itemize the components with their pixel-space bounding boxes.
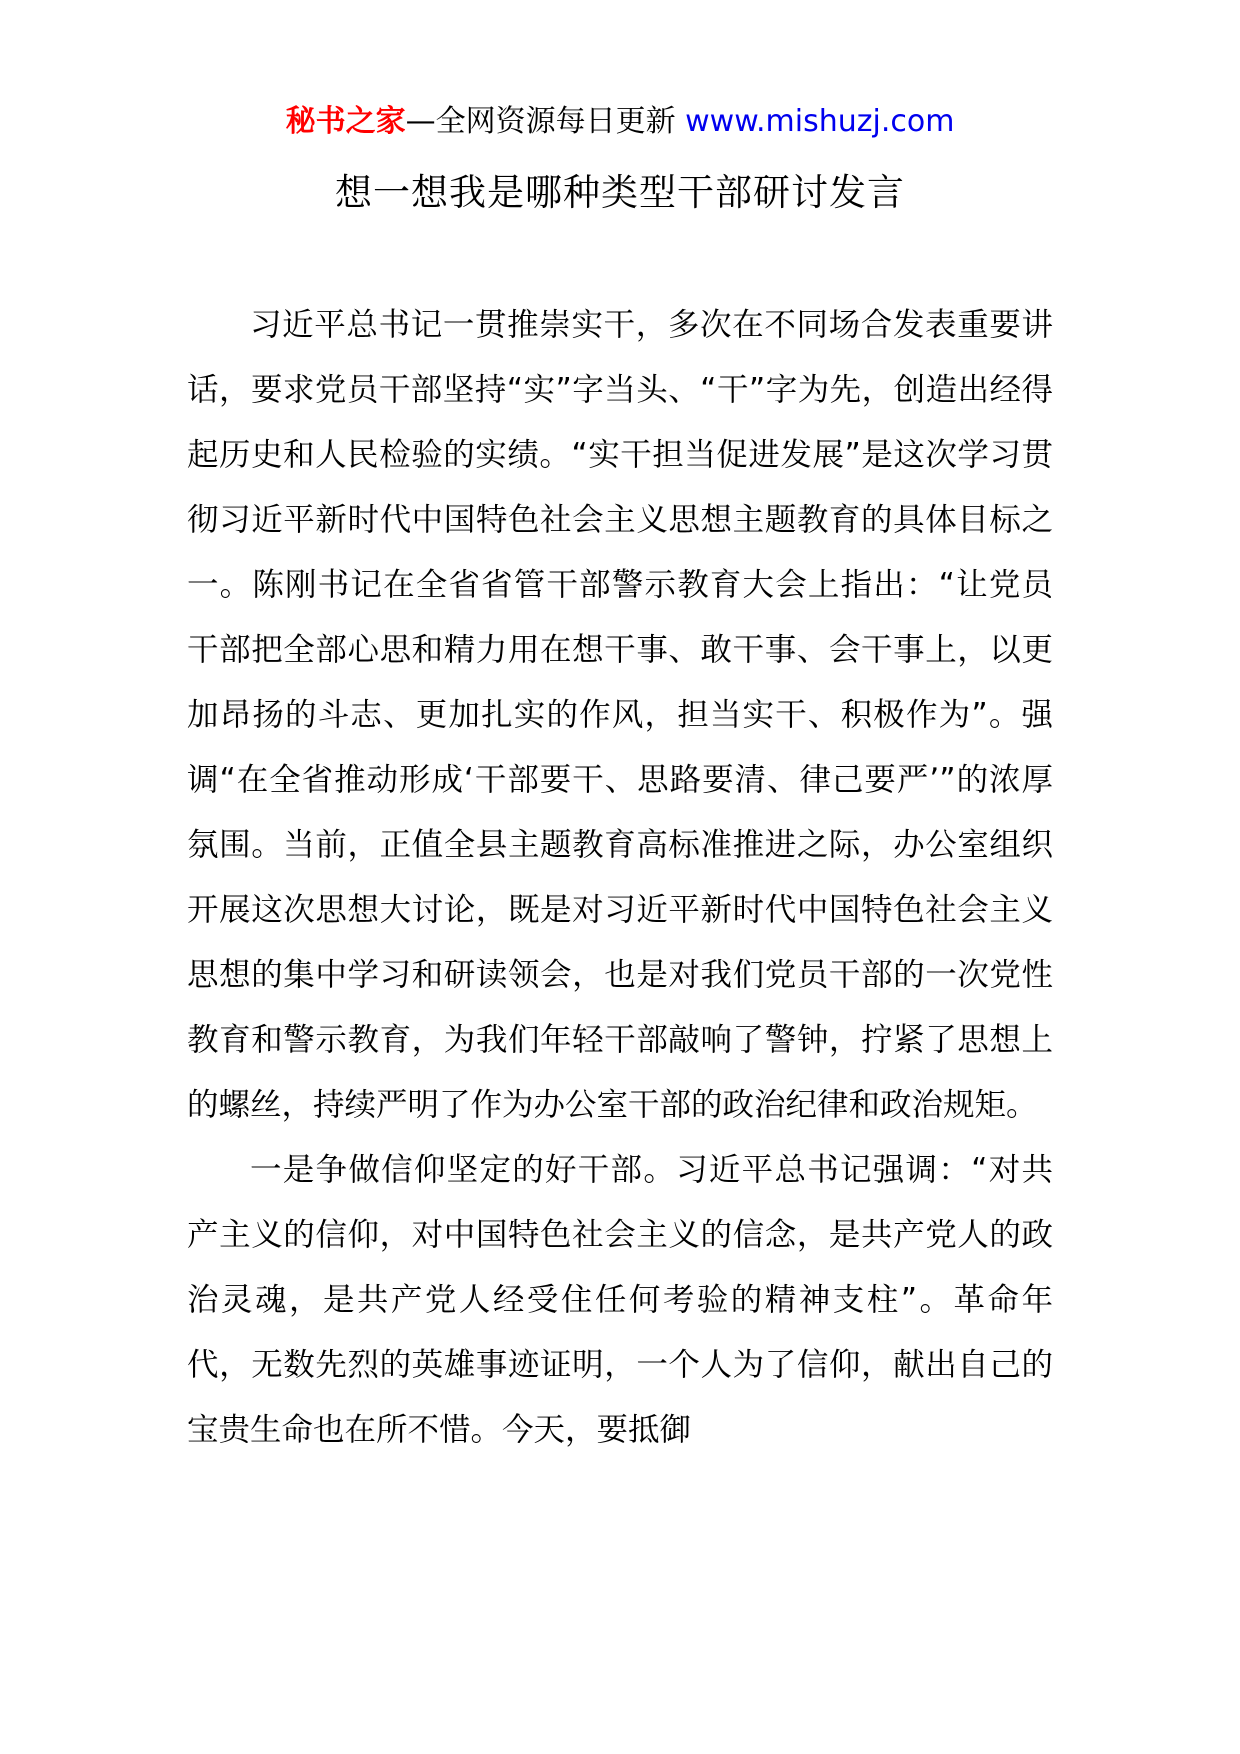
site-url-link[interactable]: www.mishuzj.com: [685, 104, 955, 139]
paragraph-intro: 习近平总书记一贯推崇实干，多次在不同场合发表重要讲话，要求党员干部坚持“实”字当头、“干”字为先，创造出经得起历史和人民检验的实绩。“实干担当促进发展”是这次学习贯彻习近平新时代中国特色社会主义思想主题教育的具体目标之一。陈刚书记在全省省管干部警示教育大会上指出：“让党员干部把全部心思和精力用在想干事、敢干事、会干事上，以更加昂扬的斗志、更加扎实的作风，担当实干、积极作为”。强调“在全省推动形成‘干部要干、思路要清、律己要严’”的浓厚氛围。当前，正值全县主题教育高标准推进之际，办公室组织开展这次思想大讨论，既是对习近平新时代中国特色社会主义思想的集中学习和研读领会，也是对我们党员干部的一次党性教育和警示教育，为我们年轻干部敲响了警钟，拧紧了思想上的螺丝，持续严明了作为办公室干部的政治纪律和政治规矩。: [187, 307, 1053, 1123]
site-header: [0, 102, 1240, 142]
document-body: [187, 293, 1053, 1463]
site-tagline: —全网资源每日更新: [405, 104, 676, 139]
site-brand: 秘书之家: [285, 104, 406, 139]
document-title: 想一想我是哪种类型干部研讨发言: [335, 171, 905, 214]
paragraph-point-one: 一是争做信仰坚定的好干部。习近平总书记强调：“对共产主义的信仰，对中国特色社会主义的信念，是共产党人的政治灵魂，是共产党人经受住任何考验的精神支柱”。革命年代，无数先烈的英雄事迹证明，一个人为了信仰，献出自己的宝贵生命也在所不惜。今天，要抵御: [187, 1152, 1053, 1448]
